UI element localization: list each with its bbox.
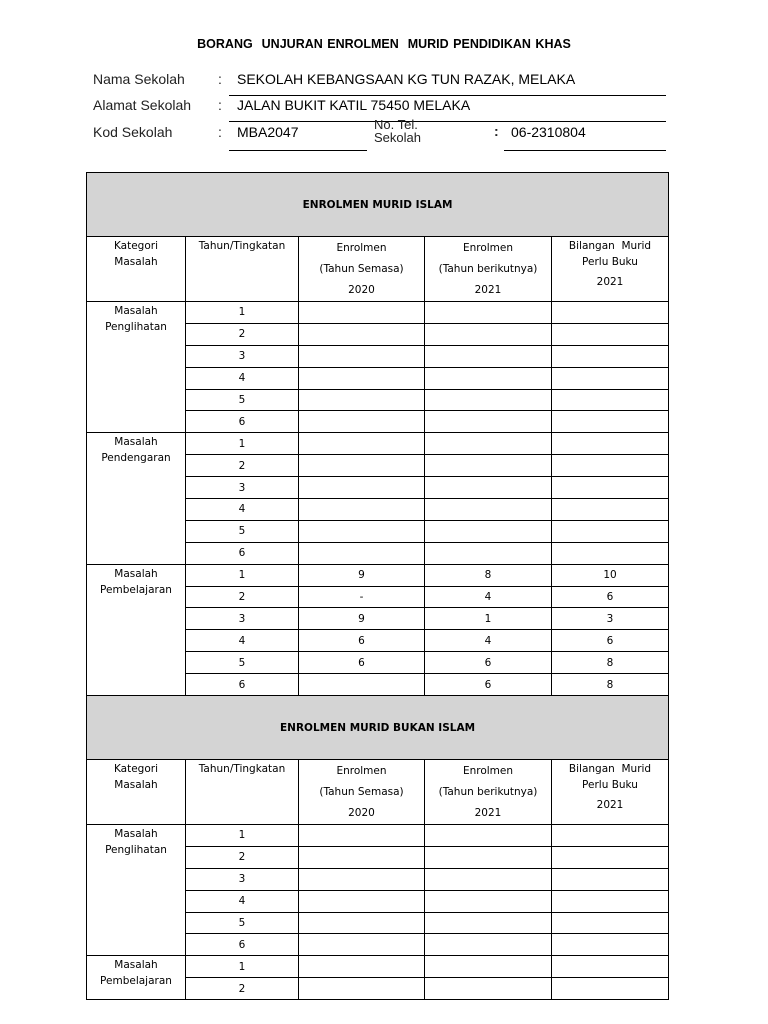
tahun-cell[interactable]: 1 bbox=[186, 564, 299, 586]
enrolmen-2021-cell[interactable]: 4 bbox=[425, 586, 552, 608]
kategori-name-2: Pembelajaran bbox=[100, 583, 172, 596]
enrol-line-2: (Tahun Semasa) bbox=[319, 263, 404, 275]
tahun-cell[interactable]: 2 bbox=[186, 455, 299, 477]
kod-sekolah-value: MBA2047 bbox=[237, 124, 299, 140]
enrolmen-2020-cell[interactable] bbox=[299, 956, 425, 978]
kategori-name-2: Pembelajaran bbox=[100, 975, 172, 988]
enrolmen-2020-cell[interactable] bbox=[299, 367, 425, 389]
tahun-cell[interactable]: 5 bbox=[186, 389, 299, 411]
alamat-sekolah-label: Alamat Sekolah bbox=[93, 97, 192, 113]
tahun-cell[interactable]: 2 bbox=[186, 323, 299, 345]
enrolmen-semasa-header bbox=[299, 760, 425, 825]
tahun-cell[interactable]: 1 bbox=[186, 956, 299, 978]
bukan-islam-column-header bbox=[87, 760, 669, 825]
enrolmen-berikut-header bbox=[425, 760, 552, 825]
bilangan-buku-cell[interactable] bbox=[552, 520, 669, 542]
enrolmen-2021-cell[interactable] bbox=[425, 825, 552, 847]
enrolmen-2020-cell[interactable] bbox=[299, 345, 425, 367]
enrolmen-2020-cell[interactable] bbox=[299, 433, 425, 455]
bilangan-buku-cell[interactable] bbox=[552, 323, 669, 345]
kategori-name-1: Masalah bbox=[114, 959, 158, 972]
enrolmen-2021-cell[interactable] bbox=[425, 499, 552, 521]
bilangan-buku-cell[interactable] bbox=[552, 302, 669, 324]
enrolmen-2021-cell[interactable] bbox=[425, 542, 552, 564]
tahun-line: Tahun/Tingkatan bbox=[198, 763, 286, 776]
islam-column-header bbox=[87, 237, 669, 302]
table-row bbox=[87, 433, 669, 455]
kategori-header bbox=[87, 237, 186, 302]
enrol2-line-3: 2021 bbox=[474, 807, 502, 820]
kategori-cell bbox=[87, 825, 186, 956]
enrolmen-2020-cell[interactable] bbox=[299, 978, 425, 1000]
tahun-cell[interactable]: 6 bbox=[186, 674, 299, 696]
enrol-line-2: (Tahun Semasa) bbox=[319, 786, 404, 799]
enrol2-line-2: (Tahun berikutnya) bbox=[438, 263, 538, 275]
tahun-cell[interactable]: 2 bbox=[186, 846, 299, 868]
bilangan-buku-cell[interactable] bbox=[552, 455, 669, 477]
table-row bbox=[87, 302, 669, 324]
tahun-cell[interactable]: 5 bbox=[186, 520, 299, 542]
islam-title-row bbox=[87, 173, 669, 237]
bilangan-buku-cell[interactable] bbox=[552, 542, 669, 564]
nama-sekolah-label: Nama Sekolah bbox=[93, 71, 185, 87]
enrolmen-2020-cell[interactable]: 9 bbox=[299, 608, 425, 630]
tahun-header bbox=[186, 237, 299, 302]
enrol2-line-2: (Tahun berikutnya) bbox=[438, 786, 538, 799]
tahun-line: Tahun/Tingkatan bbox=[198, 240, 286, 252]
kod-colon: : bbox=[218, 124, 222, 140]
enrolmen-2020-cell[interactable] bbox=[299, 890, 425, 912]
bilangan-buku-cell[interactable] bbox=[552, 499, 669, 521]
enrolmen-2020-cell[interactable] bbox=[299, 674, 425, 696]
tel-underline bbox=[504, 150, 666, 151]
bilangan-buku-cell[interactable] bbox=[552, 411, 669, 433]
enrolmen-2020-cell[interactable] bbox=[299, 411, 425, 433]
tahun-cell[interactable]: 4 bbox=[186, 499, 299, 521]
enrolment-table bbox=[86, 172, 669, 1000]
nama-underline bbox=[229, 95, 666, 96]
bukan-islam-title-row bbox=[87, 696, 669, 760]
alamat-sekolah-value: JALAN BUKIT KATIL 75450 MELAKA bbox=[237, 97, 471, 113]
enrolmen-2021-cell[interactable] bbox=[425, 455, 552, 477]
tel-value: 06-2310804 bbox=[511, 124, 586, 140]
tahun-cell[interactable]: 1 bbox=[186, 302, 299, 324]
enrolmen-2021-cell[interactable] bbox=[425, 520, 552, 542]
kategori-name-1: Masalah bbox=[114, 567, 158, 580]
enrolmen-2020-cell[interactable] bbox=[299, 499, 425, 521]
enrolmen-2020-cell[interactable] bbox=[299, 302, 425, 324]
bilangan-buku-cell[interactable] bbox=[552, 367, 669, 389]
table-row bbox=[87, 825, 669, 847]
enrolmen-semasa-header bbox=[299, 237, 425, 302]
enrolmen-2020-cell[interactable] bbox=[299, 912, 425, 934]
bilangan-line-2: Perlu Buku bbox=[582, 256, 638, 268]
tel-colon: : bbox=[494, 123, 499, 139]
enrolmen-2021-cell[interactable] bbox=[425, 323, 552, 345]
enrolmen-2021-cell[interactable] bbox=[425, 912, 552, 934]
enrolmen-2021-cell[interactable] bbox=[425, 934, 552, 956]
enrolmen-2021-cell[interactable] bbox=[425, 846, 552, 868]
enrolmen-2020-cell[interactable] bbox=[299, 520, 425, 542]
enrol-line-1: Enrolmen bbox=[336, 242, 387, 254]
enrolmen-2020-cell[interactable] bbox=[299, 542, 425, 564]
kategori-cell bbox=[87, 564, 186, 695]
tahun-cell[interactable]: 1 bbox=[186, 825, 299, 847]
enrolmen-2021-cell[interactable] bbox=[425, 367, 552, 389]
enrolmen-2020-cell[interactable] bbox=[299, 455, 425, 477]
bukan-islam-title: ENROLMEN MURID BUKAN ISLAM bbox=[87, 696, 669, 760]
kod-sekolah-label: Kod Sekolah bbox=[93, 124, 173, 140]
kod-underline bbox=[229, 150, 367, 151]
enrolmen-2021-cell[interactable] bbox=[425, 433, 552, 455]
bilangan-buku-cell[interactable] bbox=[552, 825, 669, 847]
enrolmen-2020-cell[interactable] bbox=[299, 825, 425, 847]
tahun-cell[interactable]: 4 bbox=[186, 367, 299, 389]
kategori-cell bbox=[87, 956, 186, 1000]
enrol-line-1: Enrolmen bbox=[336, 765, 387, 778]
enrolmen-2021-cell[interactable] bbox=[425, 890, 552, 912]
tahun-cell[interactable]: 5 bbox=[186, 912, 299, 934]
nama-colon: : bbox=[218, 71, 222, 87]
tahun-cell[interactable]: 5 bbox=[186, 652, 299, 674]
enrolmen-2021-cell[interactable]: 6 bbox=[425, 652, 552, 674]
tahun-cell[interactable]: 3 bbox=[186, 345, 299, 367]
bilangan-buku-cell[interactable]: 6 bbox=[552, 586, 669, 608]
enrol2-line-3: 2021 bbox=[474, 284, 502, 296]
enrolmen-2021-cell[interactable] bbox=[425, 956, 552, 978]
enrol-line-3: 2020 bbox=[348, 807, 375, 820]
bilangan-buku-cell[interactable] bbox=[552, 868, 669, 890]
tahun-header bbox=[186, 760, 299, 825]
tahun-cell[interactable]: 6 bbox=[186, 934, 299, 956]
bilangan-buku-cell[interactable] bbox=[552, 934, 669, 956]
kategori-name-2: Penglihatan bbox=[105, 321, 167, 333]
bilangan-buku-cell[interactable] bbox=[552, 846, 669, 868]
enrolmen-2021-cell[interactable] bbox=[425, 302, 552, 324]
nama-sekolah-value: SEKOLAH KEBANGSAAN KG TUN RAZAK, MELAKA bbox=[237, 71, 576, 87]
bilangan-buku-cell[interactable]: 8 bbox=[552, 652, 669, 674]
bilangan-buku-cell[interactable] bbox=[552, 433, 669, 455]
tahun-cell[interactable]: 3 bbox=[186, 868, 299, 890]
enrolmen-2021-cell[interactable] bbox=[425, 389, 552, 411]
enrolmen-2020-cell[interactable] bbox=[299, 477, 425, 499]
alamat-underline bbox=[229, 121, 666, 122]
bilangan-buku-cell[interactable] bbox=[552, 389, 669, 411]
enrolmen-2020-cell[interactable] bbox=[299, 846, 425, 868]
table-row bbox=[87, 956, 669, 978]
kategori-name-1: Masalah bbox=[114, 436, 158, 449]
table-row bbox=[87, 564, 669, 586]
bilangan-buku-cell[interactable] bbox=[552, 890, 669, 912]
enrolmen-2020-cell[interactable] bbox=[299, 323, 425, 345]
kategori-name-2: Penglihatan bbox=[105, 844, 167, 857]
bilangan-buku-cell[interactable] bbox=[552, 978, 669, 1000]
kategori-name-1: Masalah bbox=[114, 828, 158, 841]
enrolmen-2021-cell[interactable]: 1 bbox=[425, 608, 552, 630]
enrolmen-2020-cell[interactable]: 9 bbox=[299, 564, 425, 586]
form-title: BORANG UNJURAN ENROLMEN MURID PENDIDIKAN KHAS bbox=[197, 37, 571, 51]
kategori-line-2: Masalah bbox=[114, 256, 158, 268]
bilangan-line-1: Bilangan Murid bbox=[568, 240, 652, 252]
bilangan-buku-cell[interactable] bbox=[552, 477, 669, 499]
tahun-cell[interactable]: 2 bbox=[186, 586, 299, 608]
tahun-cell[interactable]: 3 bbox=[186, 477, 299, 499]
enrolmen-2021-cell[interactable] bbox=[425, 978, 552, 1000]
enrol2-line-1: Enrolmen bbox=[462, 765, 514, 778]
bilangan-line-3: 2021 bbox=[596, 276, 624, 288]
bilangan-buku-cell[interactable]: 3 bbox=[552, 608, 669, 630]
alamat-colon: : bbox=[218, 97, 222, 113]
bilangan-buku-cell[interactable]: 10 bbox=[552, 564, 669, 586]
tahun-cell[interactable]: 4 bbox=[186, 630, 299, 652]
enrolmen-2020-cell[interactable]: - bbox=[299, 586, 425, 608]
bilangan-header bbox=[552, 237, 669, 302]
bilangan-header bbox=[552, 760, 669, 825]
kategori-name-1: Masalah bbox=[114, 305, 158, 317]
enrolmen-2021-cell[interactable]: 8 bbox=[425, 564, 552, 586]
bilangan-buku-cell[interactable]: 6 bbox=[552, 630, 669, 652]
bilangan-buku-cell[interactable]: 8 bbox=[552, 674, 669, 696]
enrolmen-2021-cell[interactable] bbox=[425, 411, 552, 433]
tahun-cell[interactable]: 6 bbox=[186, 411, 299, 433]
enrolmen-2021-cell[interactable] bbox=[425, 345, 552, 367]
kategori-line-1: Kategori bbox=[113, 240, 159, 252]
bilangan-buku-cell[interactable] bbox=[552, 956, 669, 978]
enrolmen-2020-cell[interactable]: 6 bbox=[299, 652, 425, 674]
enrolmen-2020-cell[interactable] bbox=[299, 934, 425, 956]
kategori-line-2: Masalah bbox=[114, 779, 158, 792]
kategori-name-2: Pendengaran bbox=[101, 452, 171, 465]
tahun-cell[interactable]: 2 bbox=[186, 978, 299, 1000]
enrolmen-berikut-header bbox=[425, 237, 552, 302]
bilangan-line-1: Bilangan Murid bbox=[568, 763, 652, 776]
enrol2-line-1: Enrolmen bbox=[462, 242, 514, 254]
tahun-cell[interactable]: 3 bbox=[186, 608, 299, 630]
bilangan-line-3: 2021 bbox=[596, 799, 624, 812]
enrolmen-2020-cell[interactable]: 6 bbox=[299, 630, 425, 652]
bilangan-buku-cell[interactable] bbox=[552, 912, 669, 934]
tahun-cell[interactable]: 6 bbox=[186, 542, 299, 564]
enrolmen-2020-cell[interactable] bbox=[299, 868, 425, 890]
enrol-line-3: 2020 bbox=[348, 284, 375, 296]
enrolmen-2021-cell[interactable]: 6 bbox=[425, 674, 552, 696]
bilangan-buku-cell[interactable] bbox=[552, 345, 669, 367]
islam-title: ENROLMEN MURID ISLAM bbox=[87, 173, 669, 237]
sekolah-tel-label: Sekolah bbox=[374, 130, 421, 145]
enrolmen-2021-cell[interactable] bbox=[425, 868, 552, 890]
enrolmen-2020-cell[interactable] bbox=[299, 389, 425, 411]
kategori-cell bbox=[87, 302, 186, 433]
kategori-line-1: Kategori bbox=[113, 763, 159, 776]
tahun-cell[interactable]: 4 bbox=[186, 890, 299, 912]
kategori-cell bbox=[87, 433, 186, 564]
enrolmen-2021-cell[interactable]: 4 bbox=[425, 630, 552, 652]
enrolmen-2021-cell[interactable] bbox=[425, 477, 552, 499]
no-tel-label: No. Tel. bbox=[374, 117, 418, 132]
bilangan-line-2: Perlu Buku bbox=[582, 779, 638, 792]
kategori-header bbox=[87, 760, 186, 825]
tahun-cell[interactable]: 1 bbox=[186, 433, 299, 455]
